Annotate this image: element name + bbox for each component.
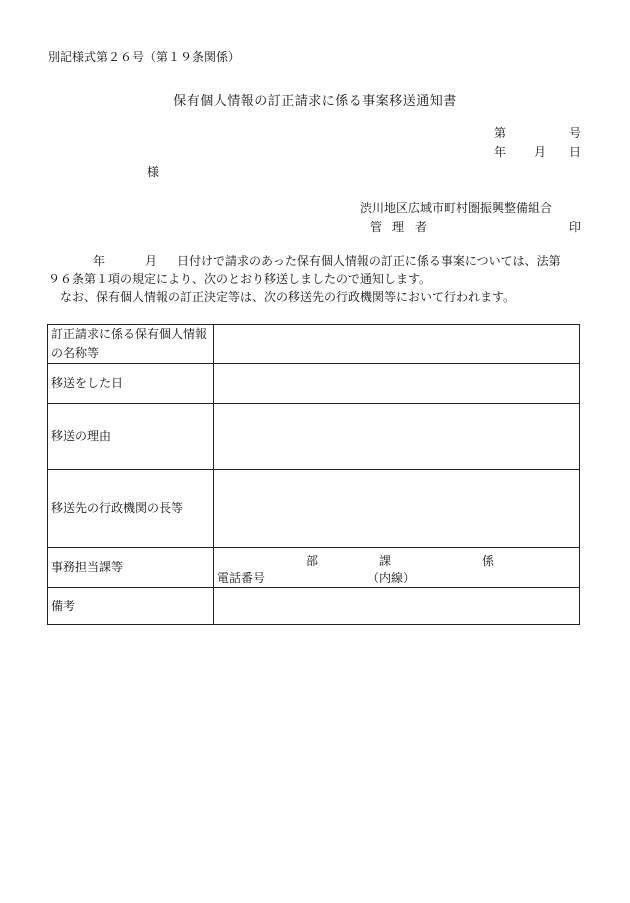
row-label-transfer-reason: 移送の理由: [48, 404, 214, 470]
sender-organization: 渋川地区広域市町村圏振興整備組合: [360, 201, 553, 215]
body-line-1-text: 日付けで請求のあった保有個人情報の訂正に係る事案については、法第: [177, 254, 561, 268]
seal-mark: 印: [569, 220, 582, 234]
recipient-honorific: 様: [147, 165, 160, 179]
row-label-destination-agency: 移送先の行政機関の長等: [48, 470, 214, 548]
row-value-contact-section: [214, 548, 580, 588]
row-value-remarks: [214, 588, 580, 625]
table-row: [48, 470, 580, 548]
table-row: [48, 588, 580, 625]
row-value-personal-info-name: [214, 325, 580, 364]
contact-phone-label: 電話番号: [217, 571, 266, 585]
number-dai-label: 第: [494, 126, 507, 140]
notification-body: [48, 252, 583, 306]
body-line-2: ９６条第１項の規定により、次のとおり移送しましたので通知します。: [48, 272, 432, 286]
row-value-transfer-reason: [214, 404, 580, 470]
date-year-label: 年: [494, 145, 507, 159]
row-label-remarks: 備考: [48, 588, 214, 625]
manager-title-ri: 理: [392, 220, 405, 234]
table-row: [48, 325, 580, 364]
body-year: 年: [93, 254, 106, 268]
date-month-label: 月: [534, 145, 547, 159]
contact-bu-label: 部: [306, 554, 319, 568]
body-month: 月: [145, 254, 158, 268]
table-row: [48, 364, 580, 404]
manager-title-kan: 管: [370, 220, 383, 234]
document-title: 保有個人情報の訂正請求に係る事案移送通知書: [173, 94, 457, 109]
row-label-personal-info-name: 訂正請求に係る保有個人情報の名称等: [48, 325, 214, 364]
row-label-contact-section: 事務担当課等: [48, 548, 214, 588]
contact-extension-label: （内線）: [367, 571, 416, 585]
contact-ka-label: 課: [379, 554, 392, 568]
number-go-label: 号: [569, 126, 582, 140]
table-row: [48, 548, 580, 588]
row-value-transfer-date: [214, 364, 580, 404]
body-line-1: [48, 252, 583, 270]
body-line-3: なお、保有個人情報の訂正決定等は、次の移送先の行政機関等において行われます。: [60, 290, 516, 304]
row-value-destination-agency: [214, 470, 580, 548]
form-number: 別記様式第２６号（第１９条関係）: [48, 50, 241, 64]
date-day-label: 日: [569, 145, 582, 159]
table-row: [48, 404, 580, 470]
row-label-transfer-date: 移送をした日: [48, 364, 214, 404]
transfer-details-table: [47, 324, 580, 625]
contact-kakari-label: 係: [482, 554, 495, 568]
manager-title-sha: 者: [415, 220, 428, 234]
